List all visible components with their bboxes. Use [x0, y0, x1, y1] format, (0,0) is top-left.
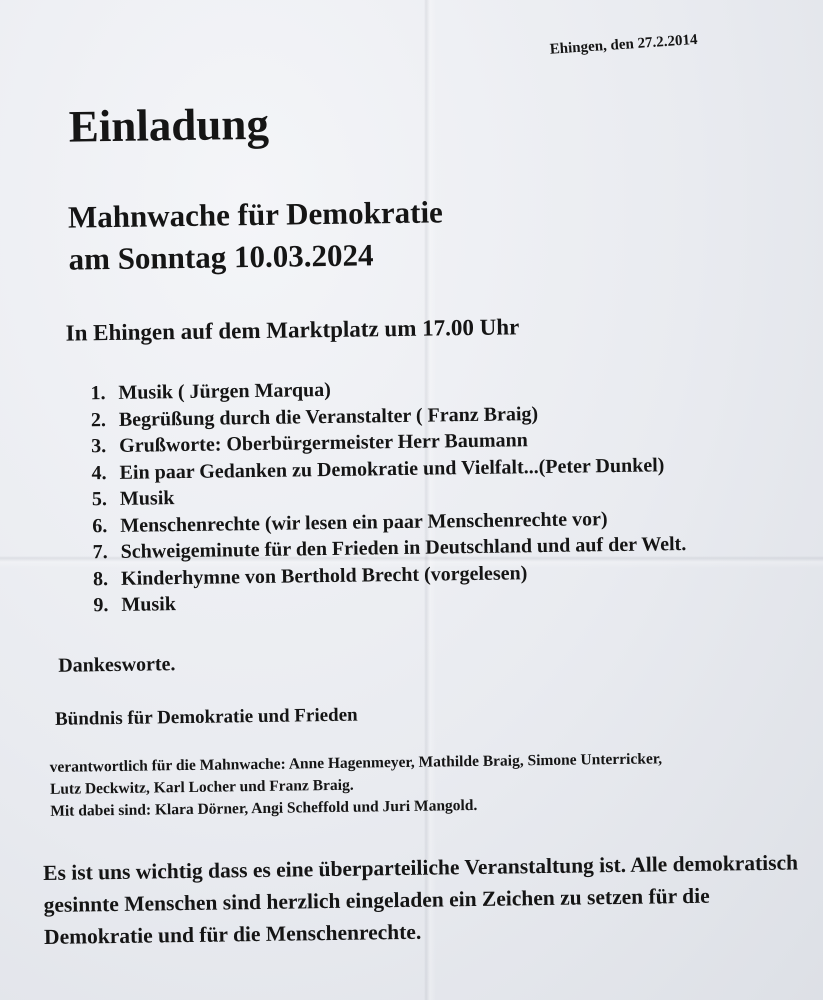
responsible-block [50, 746, 811, 823]
alliance-name: Bündnis für Demokratie und Frieden [54, 704, 358, 730]
program-item-number: 9. [93, 594, 109, 617]
event-location: In Ehingen auf dem Marktplatz um 17.00 Uhr [65, 314, 520, 346]
program-item-text: Begrüßung durch die Veranstalter ( Franz Braig) [118, 402, 539, 431]
program-item-number: 3. [91, 435, 107, 458]
program-item-text: Kinderhymne von Berthold Brecht (vorgelesen) [120, 561, 528, 590]
program-item-number: 7. [92, 541, 108, 564]
program-item-text: Musik ( Jürgen Marqua) [118, 378, 332, 404]
event-subtitle [68, 191, 444, 280]
document-title: Einladung [68, 98, 270, 152]
program-item-number: 5. [91, 488, 108, 511]
program-item-text: Menschenrechte (wir lesen ein paar Menschenrechte vor) [120, 507, 608, 537]
date-line: Ehingen, den 27.2.2014 [549, 31, 698, 58]
subtitle-line-2: am Sonntag 10.03.2024 [68, 237, 374, 277]
responsible-line-3: Mit dabei sind: Klara Dörner, Angi Scheffold und Juri Mangold. [50, 796, 478, 820]
responsible-line-2: Lutz Deckwitz, Karl Locher und Franz Braig. [49, 776, 354, 798]
thanks-line: Dankesworte. [58, 653, 176, 677]
program-item-text: Schweigeminute für den Frieden in Deutschland und auf der Welt. [120, 533, 687, 563]
program-list [78, 372, 687, 619]
program-item-number: 8. [92, 567, 109, 590]
program-item-text: Musik [119, 487, 175, 510]
subtitle-line-1: Mahnwache für Demokratie [67, 194, 444, 235]
program-item-number: 4. [91, 461, 107, 484]
responsible-line-1: verantwortlich für die Mahnwache: Anne Hagenmeyer, Mathilde Braig, Simone Unterricker, [49, 750, 663, 776]
program-item-text: Musik [121, 593, 177, 616]
program-item-text: Grußworte: Oberbürgermeister Herr Baumann [119, 429, 528, 457]
program-item-number: 6. [92, 514, 108, 537]
closing-statement: Es ist uns wichtig dass es eine überparteiliche Veranstaltung ist. Alle demokratisch gesinnte Menschen sind herzlich eingeladen ein Zeichen zu setzen für die Demokratie und für die Menschenrechte. [43, 850, 799, 950]
program-item-number: 1. [90, 382, 106, 405]
program-item-text: Ein paar Gedanken zu Demokratie und Vielfalt...(Peter Dunkel) [119, 453, 665, 484]
program-item-number: 2. [90, 408, 107, 431]
